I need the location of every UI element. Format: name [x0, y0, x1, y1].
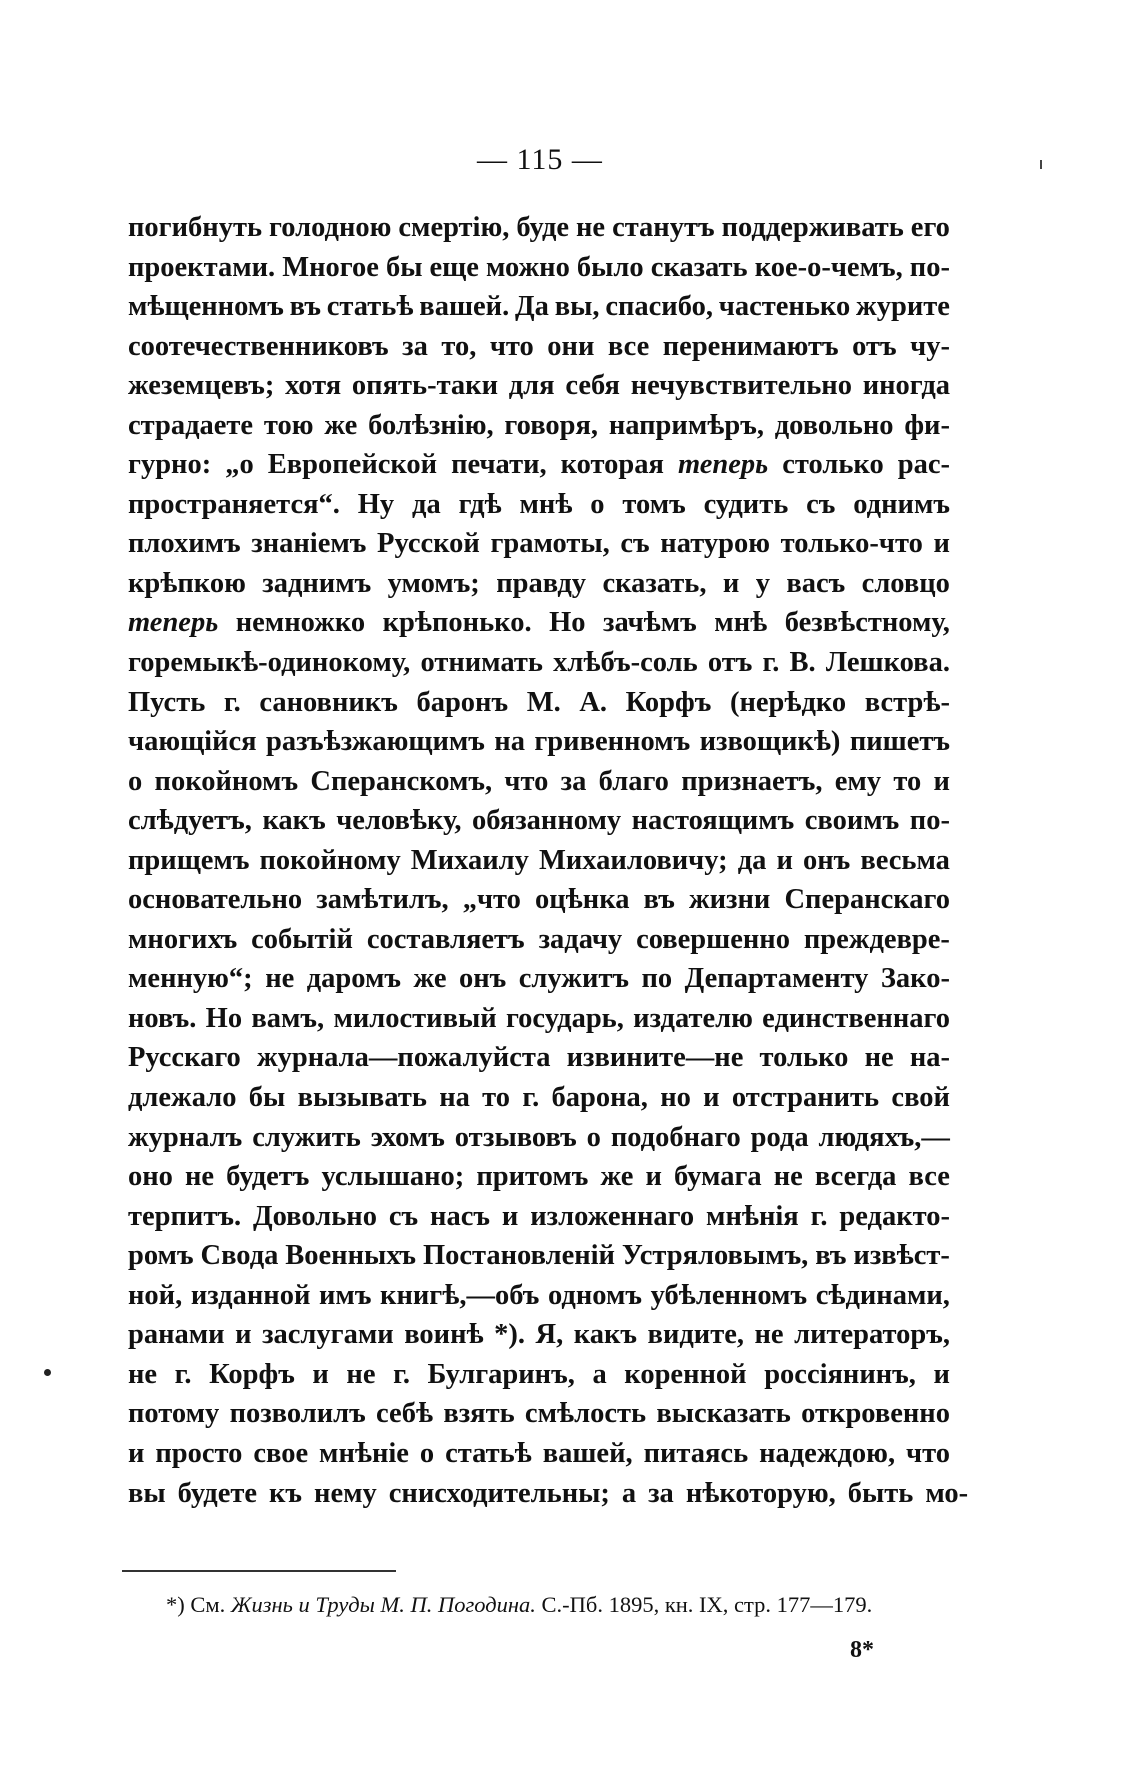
footnote-rule — [122, 1570, 396, 1572]
text-line: менную“; не даромъ же онъ служитъ по Департаменту Зако- — [128, 963, 950, 995]
text-line: вы будете къ нему снисходительны; а за нѣкоторую, быть мо- — [128, 1477, 969, 1509]
text-line: теперь немножко крѣпонько. Но зачѣмъ мнѣ безвѣстному, — [128, 607, 950, 639]
text-line: журналъ служить эхомъ отзывовъ о подобнаго рода людяхъ,— — [128, 1121, 950, 1153]
body-text — [128, 212, 969, 1517]
text-line: основательно замѣтилъ, „что оцѣнка въ жизни Сперанскаго — [128, 884, 950, 916]
text-line: оно не будетъ услышано; притомъ же и бумага не всегда все — [128, 1161, 950, 1193]
text-line: пространяется“. Ну да гдѣ мнѣ о томъ судить съ однимъ — [128, 488, 950, 520]
text-line: соотечественниковъ за то, что они все перенимаютъ отъ чу- — [128, 330, 950, 362]
text-line: ромъ Свода Военныхъ Постановленій Устряловымъ, въ извѣст- — [128, 1240, 950, 1272]
signature-mark: 8* — [850, 1637, 874, 1663]
page-number: — 115 — — [477, 143, 603, 176]
margin-tick — [1040, 160, 1042, 169]
text-line: крѣпкою заднимъ умомъ; правду сказать, и у васъ словцо — [128, 567, 950, 599]
text-line: длежало бы вызывать на то г. барона, но и отстранить свой — [128, 1082, 950, 1114]
text-line: не г. Корфъ и не г. Булгаринъ, а коренной россіянинъ, и — [128, 1358, 950, 1390]
text-line: многихъ событій составляетъ задачу совершенно преждевре- — [128, 923, 950, 955]
text-line: слѣдуетъ, какъ человѣку, обязанному настоящимъ своимъ по- — [128, 805, 950, 837]
text-line: горемыкѣ-одинокому, отнимать хлѣбъ-соль отъ г. В. Лешкова. — [128, 647, 950, 679]
text-line: и просто свое мнѣніе о статьѣ вашей, питаясь надеждою, что — [128, 1437, 950, 1469]
text-line: прищемъ покойному Михаилу Михаиловичу; да и онъ весьма — [128, 844, 950, 876]
footnote-marker: *) См. — [166, 1592, 226, 1617]
text-line: плохимъ знаніемъ Русской грамоты, съ натурою только-что и — [128, 528, 950, 560]
text-line: терпитъ. Довольно съ насъ и изложеннаго мнѣнія г. редакто- — [128, 1200, 950, 1232]
text-line: страдаете тою же болѣзнію, говоря, напримѣръ, довольно фи- — [128, 409, 950, 441]
footnote-reference: С.-Пб. 1895, кн. IX, стр. 177—179. — [541, 1592, 873, 1617]
text-line: чающійся разъѣзжающимъ на гривенномъ извощикѣ) пишетъ — [128, 726, 950, 758]
text-line: гурно: „о Европейской печати, которая теперь столько рас- — [128, 449, 950, 481]
footnote — [166, 1592, 872, 1618]
text-line: ной, изданной имъ книгѣ,—объ одномъ убѣленномъ сѣдинами, — [128, 1279, 950, 1311]
text-line: ранами и заслугами воинѣ *). Я, какъ видите, не литераторъ, — [128, 1319, 950, 1351]
text-line: проектами. Многое бы еще можно было сказать кое-о-чемъ, по- — [128, 251, 950, 283]
text-line: Пусть г. сановникъ баронъ М. А. Корфъ (нерѣдко встрѣ- — [128, 686, 950, 718]
text-line: мѣщенномъ въ статьѣ вашей. Да вы, спасибо, частенько журите — [128, 291, 950, 323]
margin-dot — [44, 1369, 51, 1376]
text-line: жеземцевъ; хотя опять-таки для себя нечувствительно иногда — [128, 370, 950, 402]
text-line: Русскаго журнала—пожалуйста извините—не только не на- — [128, 1042, 950, 1074]
footnote-title: Жизнь и Труды М. П. Погодина. — [230, 1592, 536, 1617]
text-line: погибнуть голодною смертію, буде не станутъ поддерживать его — [128, 212, 950, 243]
text-line: о покойномъ Сперанскомъ, что за благо признаетъ, ему то и — [128, 765, 950, 797]
text-line: новъ. Но вамъ, милостивый государь, издателю единственнаго — [128, 1002, 950, 1034]
text-line: потому позволилъ себѣ взять смѣлость высказать откровенно — [128, 1398, 950, 1430]
